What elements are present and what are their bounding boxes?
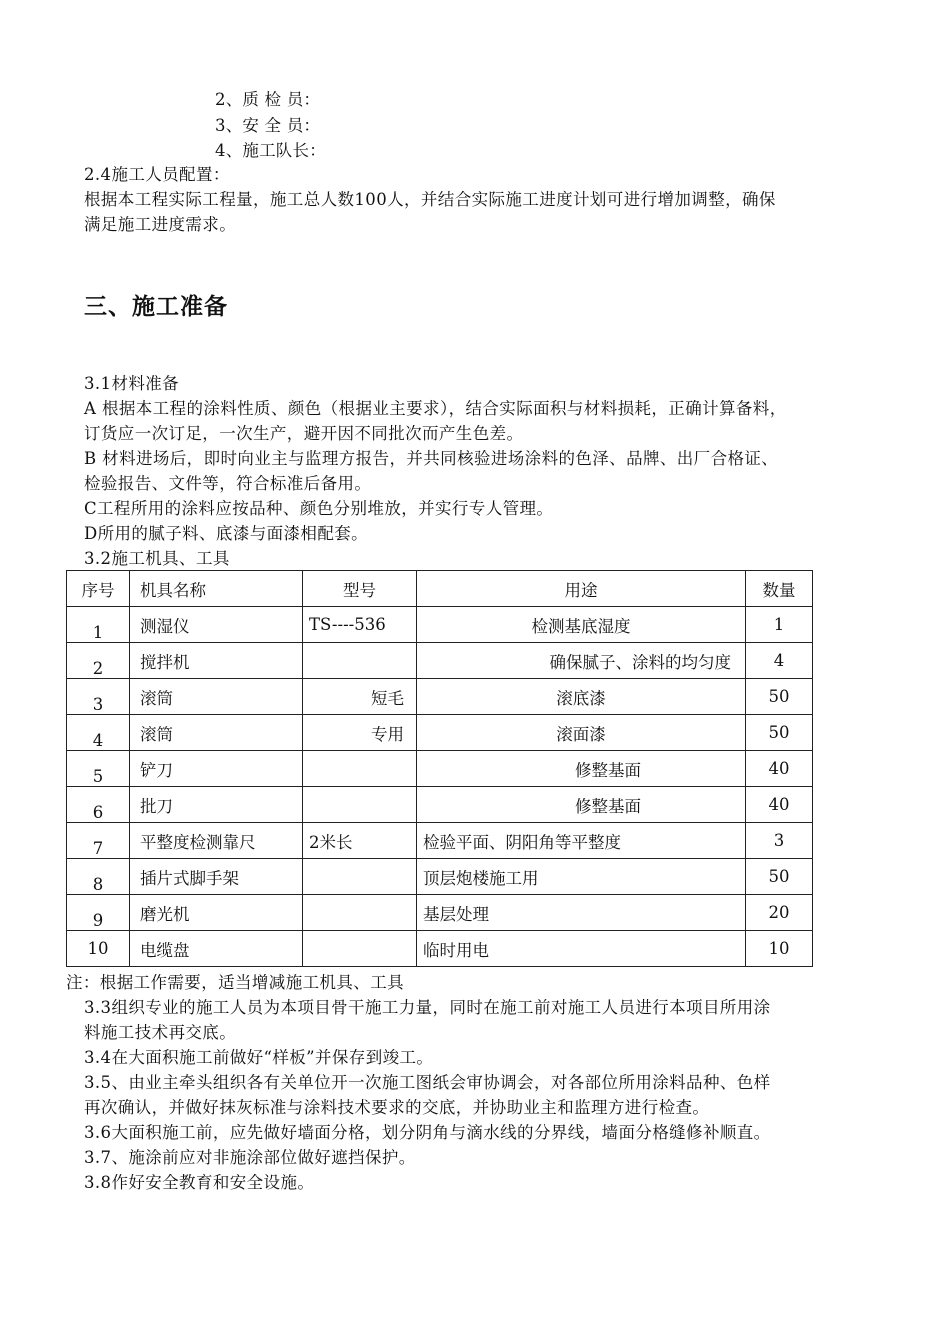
cell-index: 6 [67,787,130,823]
section-3-2-heading: 3.2施工机具、工具 [84,549,230,568]
section-3-1-heading: 3.1材料准备 [84,374,180,393]
cell-name: 磨光机 [130,895,303,931]
cell-quantity: 10 [746,931,813,967]
cell-quantity: 50 [746,679,813,715]
cell-purpose: 滚底漆 [417,679,746,715]
cell-purpose: 基层处理 [417,895,746,931]
cell-model: 专用 [303,715,417,751]
cell-name: 平整度检测靠尺 [130,823,303,859]
cell-name: 测湿仪 [130,607,303,643]
cell-model [303,787,417,823]
paragraph-line: 3.5、由业主牵头组织各有关单位开一次施工图纸会审协调会，对各部位所用涂料品种、色样 [84,1073,771,1092]
table-row [67,823,813,859]
cell-quantity: 1 [746,607,813,643]
section-2-4-line: 满足施工进度需求。 [84,215,237,234]
header-cell-name: 机具名称 [130,571,303,607]
paragraph-line: 3.3组织专业的施工人员为本项目骨干施工力量，同时在施工前对施工人员进行本项目所用涂 [84,998,771,1017]
cell-index: 3 [67,679,130,715]
header-cell-index: 序号 [67,571,130,607]
table-row [67,859,813,895]
paragraph-line: 3.6大面积施工前，应先做好墙面分格，划分阴角与滴水线的分界线，墙面分格缝修补顺直。 [84,1123,771,1142]
cell-name: 电缆盘 [130,931,303,967]
header-cell-quantity: 数量 [746,571,813,607]
cell-purpose: 确保腻子、涂料的均匀度 [417,643,746,679]
paragraph-line: 再次确认，并做好抹灰标准与涂料技术要求的交底，并协助业主和监理方进行检查。 [84,1098,710,1117]
cell-quantity: 3 [746,823,813,859]
staff-item-safety-officer: 3、安 全 员： [215,116,321,135]
cell-name: 滚筒 [130,715,303,751]
cell-name: 铲刀 [130,751,303,787]
cell-purpose: 顶层炮楼施工用 [417,859,746,895]
cell-quantity: 40 [746,787,813,823]
section-3-1-line: B 材料进场后，即时向业主与监理方报告，并共同核验进场涂料的色泽、品牌、出厂合格证、 [84,449,779,468]
cell-purpose: 修整基面 [417,751,746,787]
cell-index: 2 [67,643,130,679]
paragraph-line: 3.8作好安全教育和安全设施。 [84,1173,315,1192]
cell-purpose: 滚面漆 [417,715,746,751]
cell-index: 5 [67,751,130,787]
cell-model [303,751,417,787]
cell-index: 10 [67,931,130,967]
paragraph-line: 3.4在大面积施工前做好“样板”并保存到竣工。 [84,1048,434,1067]
cell-name: 插片式脚手架 [130,859,303,895]
table-row [67,751,813,787]
table-row [67,895,813,931]
table-row [67,931,813,967]
cell-name: 搅拌机 [130,643,303,679]
cell-quantity: 40 [746,751,813,787]
cell-model: TS----536 [303,607,417,643]
cell-name: 滚筒 [130,679,303,715]
section-3-1-line: D所用的腻子料、底漆与面漆相配套。 [84,524,369,543]
table-row [67,679,813,715]
cell-quantity: 50 [746,859,813,895]
table-row [67,787,813,823]
table-row [67,643,813,679]
cell-index: 4 [67,715,130,751]
cell-quantity: 20 [746,895,813,931]
cell-purpose: 检验平面、阴阳角等平整度 [417,823,746,859]
staff-item-team-leader: 4、施工队长： [215,141,326,160]
cell-purpose: 检测基底湿度 [417,607,746,643]
paragraph-line: 3.7、施涂前应对非施涂部位做好遮挡保护。 [84,1148,416,1167]
section-3-1-line: 订货应一次订足，一次生产，避开因不同批次而产生色差。 [84,424,524,443]
cell-model [303,859,417,895]
cell-model [303,931,417,967]
cell-quantity: 4 [746,643,813,679]
table-note: 注：根据工作需要，适当增减施工机具、工具 [66,973,404,992]
cell-purpose: 临时用电 [417,931,746,967]
header-cell-model: 型号 [303,571,417,607]
header-cell-purpose: 用途 [417,571,746,607]
tools-table [66,570,813,967]
table-row [67,607,813,643]
table-row [67,715,813,751]
section-3-1-line: C工程所用的涂料应按品种、颜色分别堆放，并实行专人管理。 [84,499,554,518]
staff-item-quality-inspector: 2、质 检 员： [215,90,321,109]
cell-index: 8 [67,859,130,895]
table-header-row [67,571,813,607]
section-2-4-line: 根据本工程实际工程量，施工总人数100人，并结合实际施工进度计划可进行增加调整，确保 [84,190,776,209]
cell-model [303,895,417,931]
cell-index: 7 [67,823,130,859]
cell-model [303,643,417,679]
cell-purpose: 修整基面 [417,787,746,823]
section-3-1-line: 检验报告、文件等，符合标准后备用。 [84,474,372,493]
cell-name: 批刀 [130,787,303,823]
cell-index: 1 [67,607,130,643]
section-2-4-heading: 2.4施工人员配置： [84,165,230,184]
paragraph-line: 料施工技术再交底。 [84,1023,237,1042]
cell-quantity: 50 [746,715,813,751]
section-3-title: 三、施工准备 [84,294,228,320]
section-3-1-line: A 根据本工程的涂料性质、颜色（根据业主要求），结合实际面积与材料损耗，正确计算备料， [84,399,787,418]
cell-model: 2米长 [303,823,417,859]
cell-model: 短毛 [303,679,417,715]
cell-index: 9 [67,895,130,931]
